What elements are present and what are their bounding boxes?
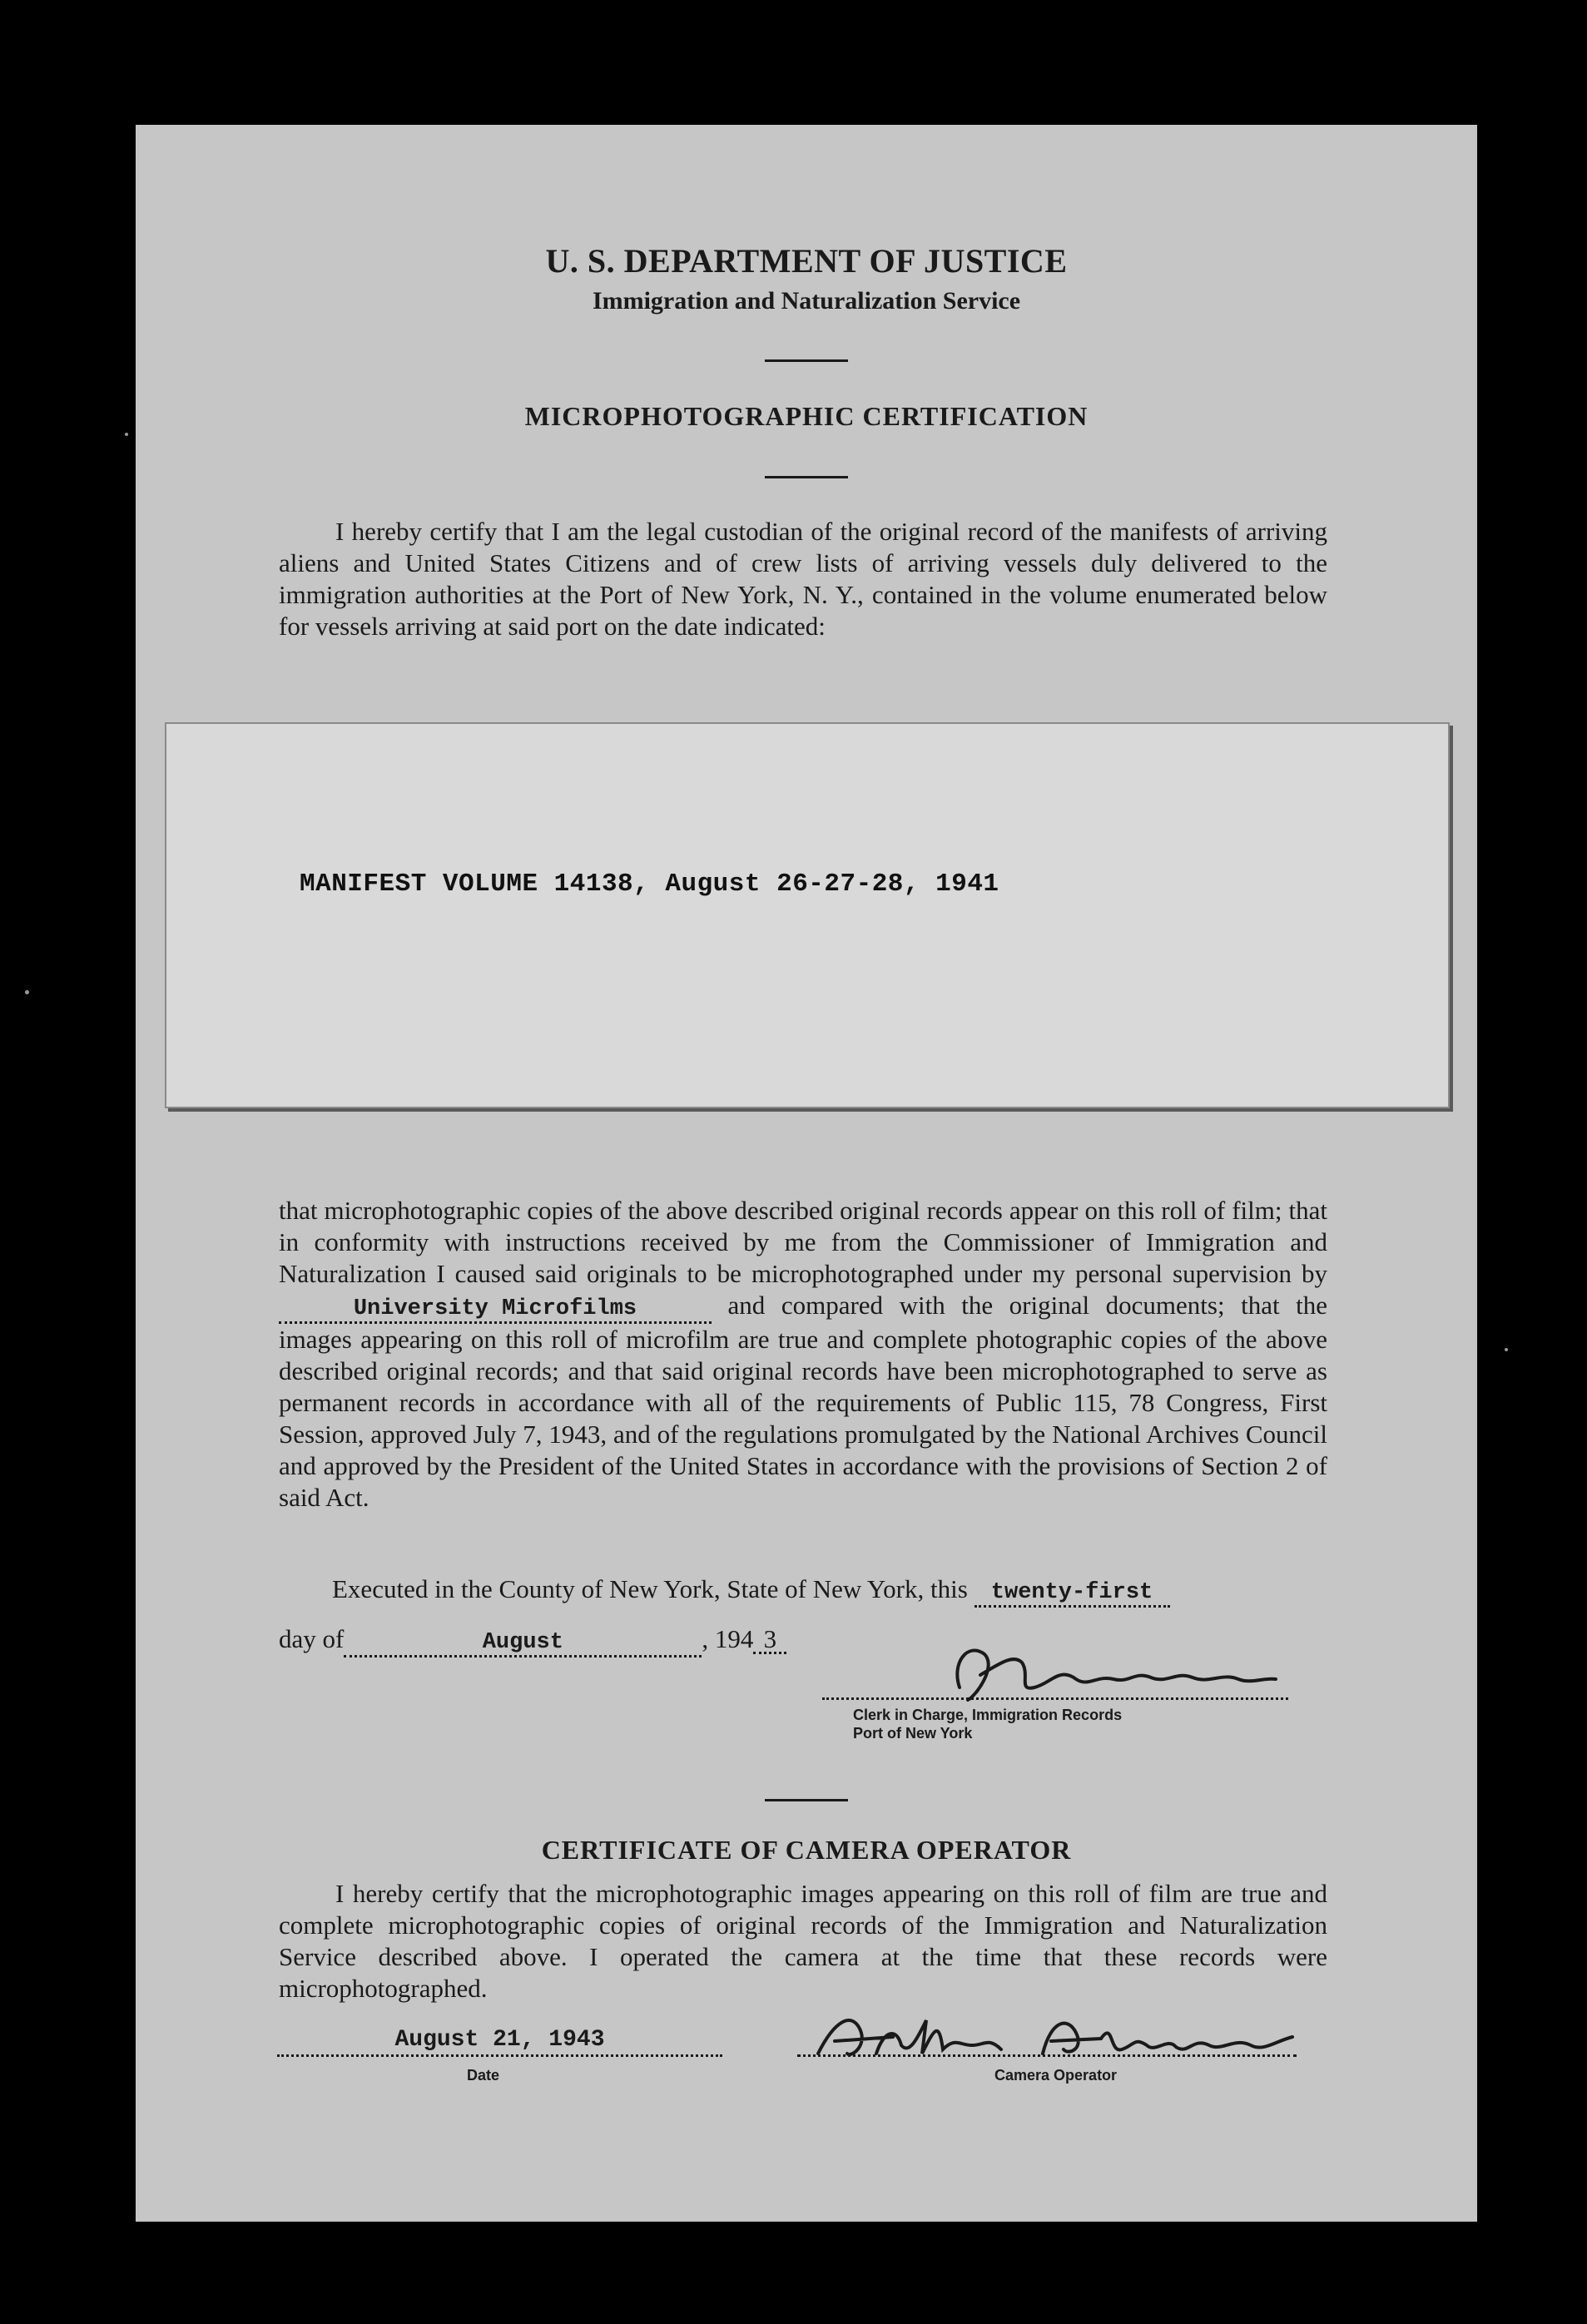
day-field: twenty-first — [975, 1580, 1170, 1608]
month-field: August — [344, 1630, 702, 1658]
clerk-signature — [935, 1629, 1284, 1712]
clerk-port-caption: Port of New York — [853, 1725, 973, 1742]
volume-slip — [165, 722, 1450, 1108]
clerk-title-caption: Clerk in Charge, Immigration Records — [853, 1707, 1123, 1723]
divider — [765, 359, 848, 362]
year-field: 3 — [753, 1627, 786, 1654]
executed-line — [332, 1574, 1170, 1608]
department-title: U. S. DEPARTMENT OF JUSTICE — [545, 242, 1068, 280]
clerk-caption — [853, 1706, 1122, 1742]
camera-operator-paragraph: I hereby certify that the microphotographic images appearing on this roll of film are true and complete microphotographic copies of original records of the Immigration and Naturalization Service described above. I operated the camera at the time that these records were microphotographed. — [279, 1879, 1327, 2003]
custodian-paragraph: I hereby certify that I am the legal custodian of the original record of the manifests of arriving aliens and United States Citizens and of crew lists of arriving vessels duly delivered to the immigration authorities at the Port of New York, N. Y., contained in the volume enumerated below for vessels arriving at said port on the date indicated: — [279, 517, 1327, 641]
certificate-page — [136, 125, 1477, 2222]
date-caption: Date — [467, 2067, 500, 2084]
date-of-execution-line — [279, 1624, 786, 1658]
microfilm-paragraph — [279, 1195, 1327, 1514]
filmed-by-field: University Microfilms — [279, 1296, 712, 1324]
microfilm-paragraph-intro: that microphotographic copies of the above described original records appear on this roll of film; that in conformity with instructions received by me from the Commissioner of Immigration and Naturalization I caused said originals to be microphotographed under my personal supervision by — [279, 1196, 1327, 1288]
divider — [765, 476, 848, 478]
operator-signature — [801, 2004, 1301, 2070]
camera-operator-title: CERTIFICATE OF CAMERA OPERATOR — [541, 1835, 1072, 1865]
year-prefix: , 194 — [702, 1624, 754, 1653]
scan-speck — [1505, 1348, 1508, 1351]
camera-operator-caption: Camera Operator — [994, 2067, 1118, 2084]
divider — [765, 1799, 848, 1801]
executed-text: Executed in the County of New York, State of New York, this — [332, 1574, 968, 1603]
scan-speck — [25, 990, 29, 994]
certification-title: MICROPHOTOGRAPHIC CERTIFICATION — [524, 401, 1089, 431]
day-of-label: day of — [279, 1624, 345, 1653]
operator-date-field: August 21, 1943 — [277, 2026, 722, 2057]
microfilm-paragraph-body: and compared with the original documents; that the images appearing on this roll of microfilm are true and complete photographic copies of the above described original records; and that said original records have been microphotographed to serve as permanent records in accordance with all of the requirements of Public 115, 78 Congress, First Session, approved July 7, 1943, and of the regulations promulgated by the National Archives Council and approved by the President of the United States in accordance with the provisions of Section 2 of said Act. — [279, 1291, 1327, 1512]
service-subtitle: Immigration and Naturalization Service — [592, 287, 1021, 315]
manifest-volume-text: MANIFEST VOLUME 14138, August 26-27-28, 1941 — [300, 870, 999, 899]
scan-speck — [125, 433, 128, 436]
